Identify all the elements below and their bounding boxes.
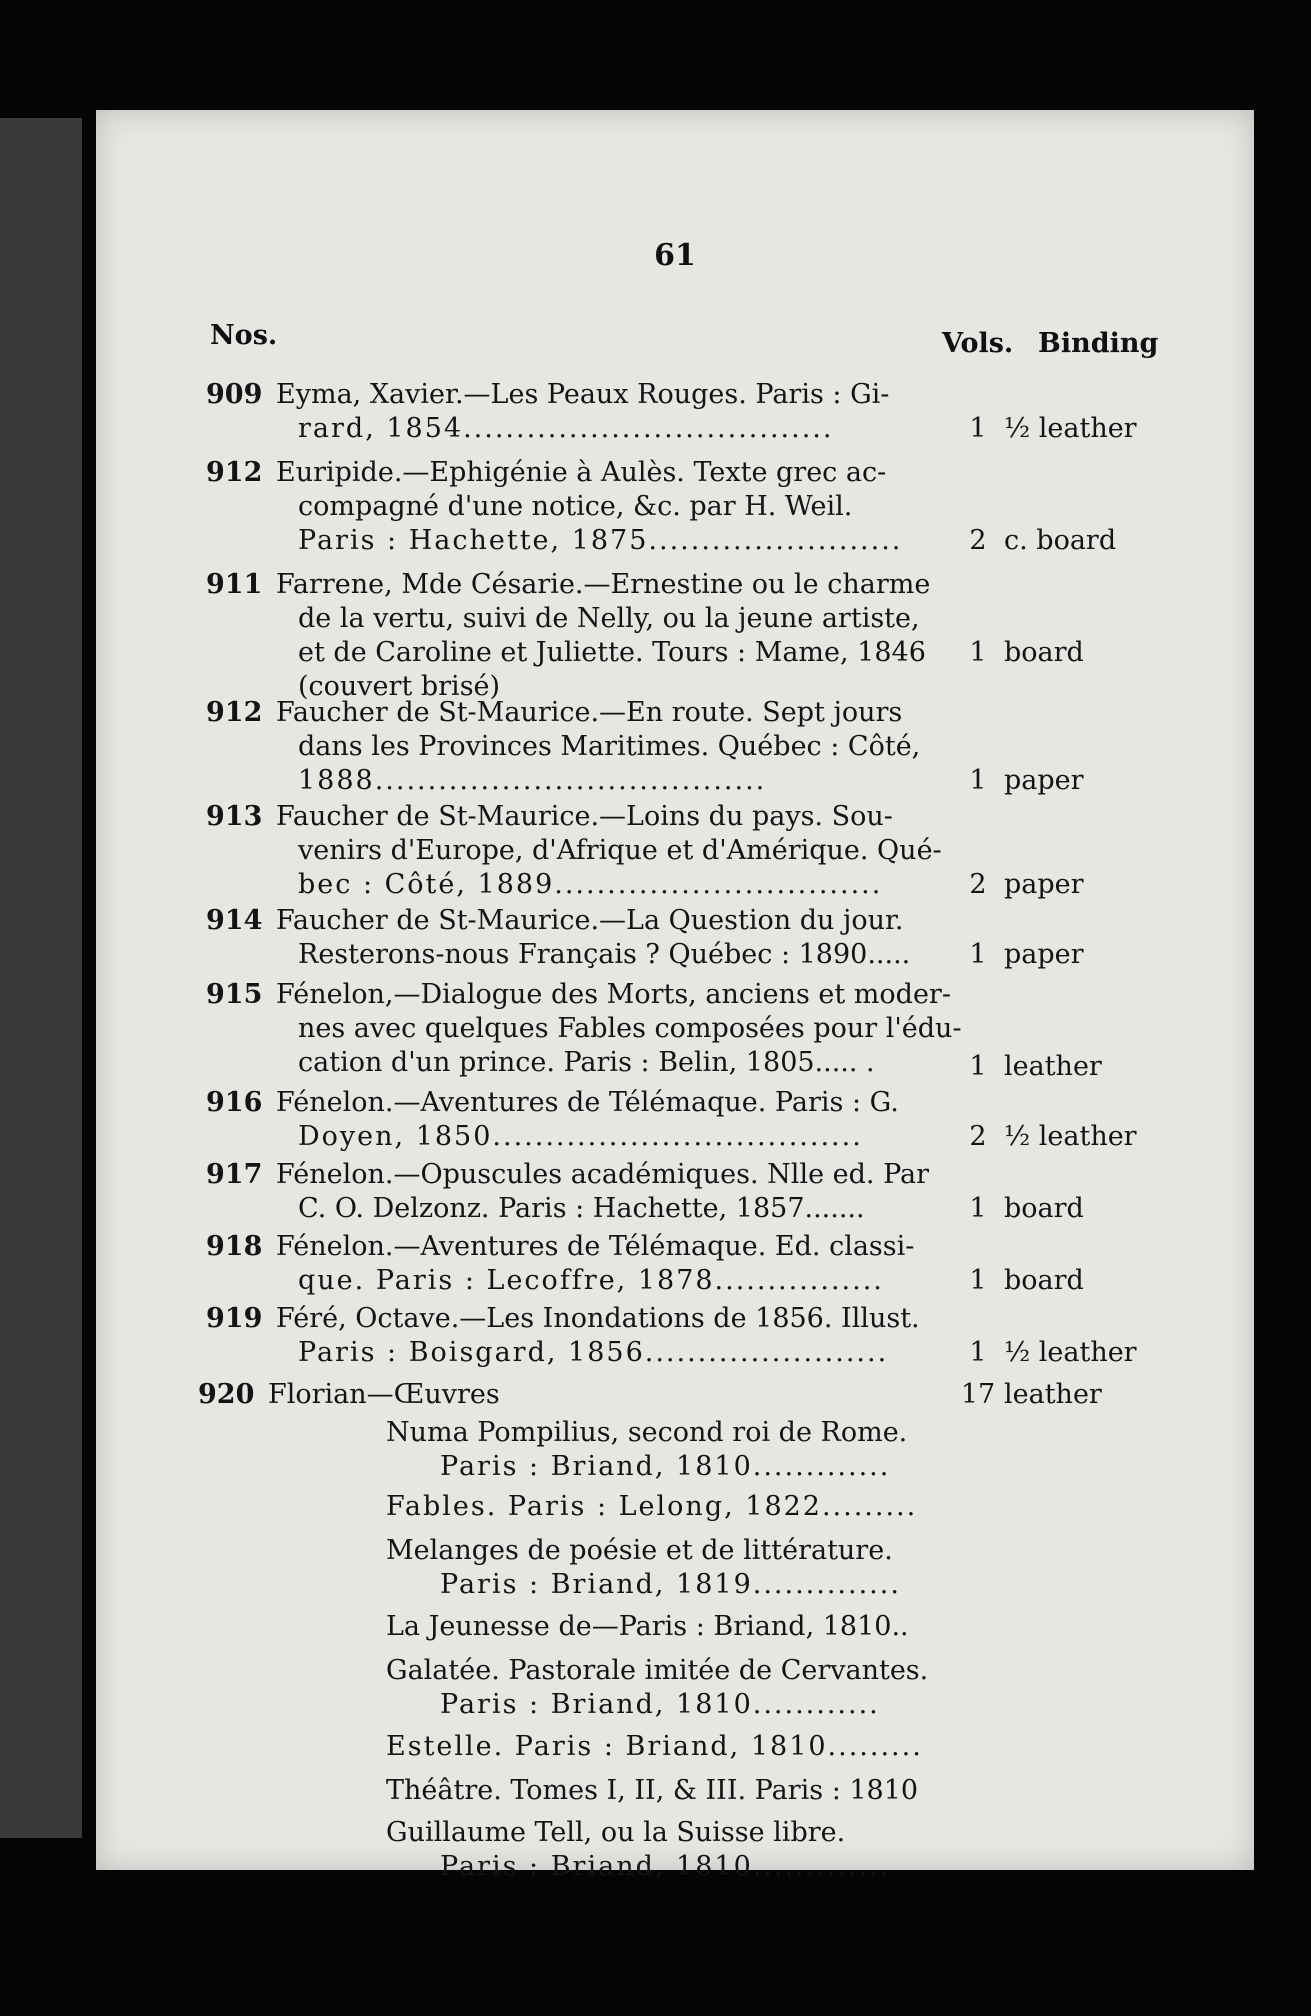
entry-line: que. Paris : Lecoffre, 1878................ — [298, 1265, 884, 1296]
entry-text — [276, 1302, 1016, 1370]
entry-binding: ½ leather — [1004, 1121, 1137, 1152]
entry-line: Eyma, Xavier.—Les Peaux Rouges. Paris : Gi- — [276, 379, 890, 410]
entry-vols: 2 — [969, 1121, 987, 1152]
entry-line: Paris : Briand, 1810............ — [440, 1689, 880, 1720]
entry-line: Galatée. Pastorale imitée de Cervantes. — [386, 1655, 929, 1686]
entry-binding: board — [1004, 1193, 1084, 1224]
entry-line: Paris : Hachette, 1875........................ — [298, 525, 903, 556]
entry-text — [276, 568, 1016, 704]
entry-number: 909 — [206, 379, 263, 410]
entry-line: Faucher de St-Maurice.—En route. Sept jours — [276, 697, 903, 728]
entry-vols: 1 — [969, 1265, 987, 1296]
entry-line: rard, 1854................................... — [298, 413, 834, 444]
entry-vols: 1 — [969, 637, 987, 668]
entry-line: Paris : Briand, 1819.............. — [440, 1569, 901, 1600]
entry-binding: board — [1004, 1265, 1084, 1296]
header-vols: Vols. — [942, 328, 1014, 359]
entry-line: venirs d'Europe, d'Afrique et d'Amérique. Qué- — [298, 835, 942, 866]
entry-line: Fénelon.—Opuscules académiques. Nlle ed. Par — [276, 1159, 930, 1190]
entry-number: 916 — [206, 1087, 263, 1118]
entry-binding: ½ leather — [1004, 413, 1137, 444]
sub-entry-text — [386, 1534, 1006, 1602]
entry-line: Faucher de St-Maurice.—La Question du jour. — [276, 905, 904, 936]
entry-binding: c. board — [1004, 525, 1117, 556]
entry-line: et de Caroline et Juliette. Tours : Mame, 1846 — [298, 637, 926, 668]
sub-entry-text — [386, 1816, 1006, 1884]
entry-vols: 1 — [969, 1051, 987, 1082]
entry-number: 918 — [206, 1231, 263, 1262]
entry-text — [276, 378, 1016, 446]
entry-binding: paper — [1004, 939, 1084, 970]
sub-entry-text — [386, 1654, 1006, 1722]
entry-text — [276, 978, 1016, 1080]
adjacent-page-edge — [0, 118, 82, 1838]
entry-line: Guillaume Tell, ou la Suisse libre. — [386, 1817, 846, 1848]
entry-line: Féré, Octave.—Les Inondations de 1856. Illust. — [276, 1303, 920, 1334]
entry-number: 912 — [206, 457, 263, 488]
entry-text — [276, 1158, 1016, 1226]
sub-entry-text — [386, 1490, 1006, 1524]
header-nos: Nos. — [210, 320, 278, 351]
entry-number: 912 — [206, 697, 263, 728]
entry-line: Melanges de poésie et de littérature. — [386, 1535, 893, 1566]
entry-number: 914 — [206, 905, 263, 936]
page-number: 61 — [654, 238, 696, 273]
sub-entry-text — [386, 1730, 1006, 1764]
entry-binding: leather — [1004, 1379, 1102, 1410]
catalogue-page — [96, 110, 1254, 1882]
sub-entry-text — [386, 1774, 1006, 1808]
entry-number: 915 — [206, 979, 263, 1010]
entry-text — [276, 1086, 1016, 1154]
entry-line: Estelle. Paris : Briand, 1810......... — [386, 1731, 923, 1762]
entry-line: 1888..................................... — [298, 765, 767, 796]
sub-entry-text — [386, 1416, 1006, 1484]
entry-number: 917 — [206, 1159, 263, 1190]
entry-vols: 2 — [969, 525, 987, 556]
entry-vols: 1 — [969, 1337, 987, 1368]
entry-line: nes avec quelques Fables composées pour l'édu- — [298, 1013, 962, 1044]
entry-line: Euripide.—Ephigénie à Aulès. Texte grec ac- — [276, 457, 887, 488]
entry-binding: ½ leather — [1004, 1337, 1137, 1368]
entry-binding: paper — [1004, 869, 1084, 900]
header-binding: Binding — [1038, 328, 1159, 359]
entry-line: Numa Pompilius, second roi de Rome. — [386, 1417, 908, 1448]
entry-binding: paper — [1004, 765, 1084, 796]
entry-line: Resterons-nous Français ? Québec : 1890..... — [298, 939, 911, 970]
entry-vols: 1 — [969, 939, 987, 970]
entry-text — [276, 456, 1016, 558]
entry-number: 920 — [198, 1379, 255, 1410]
entry-text — [276, 696, 1016, 798]
entry-line: Faucher de St-Maurice.—Loins du pays. Sou- — [276, 801, 893, 832]
entry-line: Florian—Œuvres — [268, 1379, 500, 1410]
entry-number: 911 — [206, 569, 263, 600]
entry-vols: 1 — [969, 765, 987, 796]
entry-line: bec : Côté, 1889............................... — [298, 869, 883, 900]
entry-line: de la vertu, suivi de Nelly, ou la jeune artiste, — [298, 603, 920, 634]
entry-line: dans les Provinces Maritimes. Québec : Côté, — [298, 731, 921, 762]
entry-line: cation d'un prince. Paris : Belin, 1805..... . — [298, 1047, 875, 1078]
sub-entry-text — [386, 1610, 1006, 1644]
entry-vols: 1 — [969, 1193, 987, 1224]
entry-text — [276, 1230, 1016, 1298]
entry-line: Doyen, 1850................................... — [298, 1121, 863, 1152]
entry-line: Fables. Paris : Lelong, 1822......... — [386, 1491, 918, 1522]
entry-line: Théâtre. Tomes I, II, & III. Paris : 1810 — [386, 1775, 919, 1806]
entry-binding: leather — [1004, 1051, 1102, 1082]
entry-text — [276, 904, 1016, 972]
entry-line: Fénelon.—Aventures de Télémaque. Ed. classi- — [276, 1231, 915, 1262]
entry-vols: 17 — [960, 1379, 996, 1410]
entry-line: Paris : Boisgard, 1856....................... — [298, 1337, 889, 1368]
entry-number: 919 — [206, 1303, 263, 1334]
entry-text — [276, 800, 1016, 902]
entry-line: compagné d'une notice, &c. par H. Weil. — [298, 491, 853, 522]
entry-line: La Jeunesse de—Paris : Briand, 1810.. — [386, 1611, 909, 1642]
entry-line: (couvert brisé) — [298, 671, 501, 702]
entry-text — [268, 1378, 1008, 1412]
entry-vols: 2 — [969, 869, 987, 900]
entry-line: C. O. Delzonz. Paris : Hachette, 1857....... — [298, 1193, 865, 1224]
entry-line: Fénelon,—Dialogue des Morts, anciens et moder- — [276, 979, 951, 1010]
entry-line: Farrene, Mde Césarie.—Ernestine ou le charme — [276, 569, 931, 600]
entry-number: 913 — [206, 801, 263, 832]
entry-vols: 1 — [969, 413, 987, 444]
entry-binding: board — [1004, 637, 1084, 668]
entry-line: Paris : Briand, 1810............. — [440, 1851, 891, 1882]
entry-line: Fénelon.—Aventures de Télémaque. Paris : G. — [276, 1087, 899, 1118]
entry-line: Paris : Briand, 1810............. — [440, 1451, 891, 1482]
